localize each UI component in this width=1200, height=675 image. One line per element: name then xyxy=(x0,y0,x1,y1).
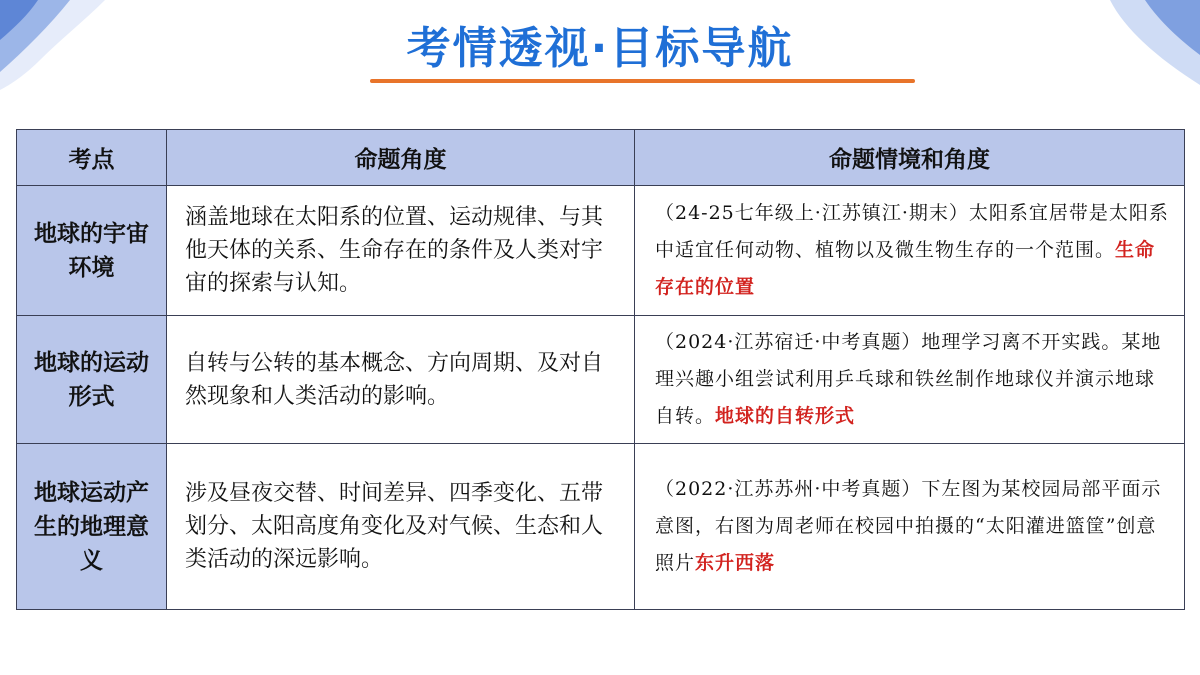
highlight-text: 生命存在的位置 xyxy=(655,239,1156,298)
angle-cell: 涉及昼夜交替、时间差异、四季变化、五带划分、太阳高度角变化及对气候、生态和人类活动的深远影响。 xyxy=(167,444,635,610)
context-text: （2022·江苏苏州·中考真题）下左图为某校园局部平面示意图，右图为周老师在校园中拍摄的“太阳灌进篮筐”创意照片 xyxy=(655,478,1162,574)
angle-cell: 自转与公转的基本概念、方向周期、及对自然现象和人类活动的影响。 xyxy=(167,316,635,444)
table-row xyxy=(17,186,1185,316)
context-cell xyxy=(635,186,1185,316)
highlight-text: 地球的自转形式 xyxy=(715,405,856,427)
table-header-row xyxy=(17,130,1185,186)
context-text: （24-25七年级上·江苏镇江·期末）太阳系宜居带是太阳系中适宜任何动物、植物以及微生物生存的一个范围。 xyxy=(655,202,1169,261)
exam-analysis-table xyxy=(16,129,1185,610)
context-cell xyxy=(635,316,1185,444)
column-header-topic: 考点 xyxy=(17,130,167,186)
topic-cell: 地球的宇宙环境 xyxy=(17,186,167,316)
table-row xyxy=(17,316,1185,444)
highlight-text: 东升西落 xyxy=(695,552,776,574)
page-title: 考情透视·目标导航 xyxy=(406,23,794,74)
topic-cell: 地球的运动形式 xyxy=(17,316,167,444)
title-underline xyxy=(370,79,915,83)
context-text: （2024·江苏宿迁·中考真题）地理学习离不开实践。某地理兴趣小组尝试利用乒乓球和铁丝制作地球仪并演示地球自转。 xyxy=(655,331,1162,427)
table-row xyxy=(17,444,1185,610)
topic-cell: 地球运动产生的地理意义 xyxy=(17,444,167,610)
column-header-context: 命题情境和角度 xyxy=(635,130,1185,186)
context-cell xyxy=(635,444,1185,610)
angle-cell: 涵盖地球在太阳系的位置、运动规律、与其他天体的关系、生命存在的条件及人类对宇宙的探索与认知。 xyxy=(167,186,635,316)
column-header-angle: 命题角度 xyxy=(167,130,635,186)
